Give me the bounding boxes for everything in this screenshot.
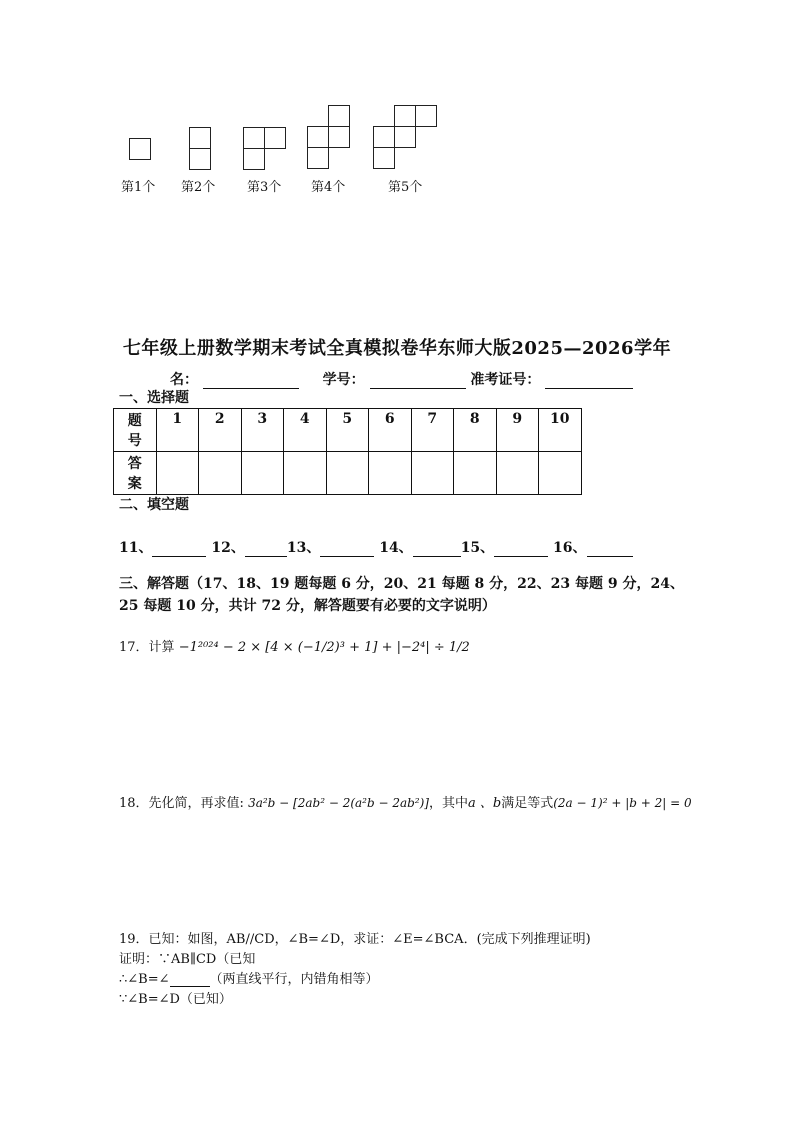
id-label: 学号： xyxy=(322,372,365,388)
square xyxy=(264,127,286,149)
header-char: 题 xyxy=(127,413,142,429)
square xyxy=(243,127,265,149)
q19-angle-blank[interactable] xyxy=(170,974,210,987)
q19-proof-line-1: 证明：∵AB∥CD（已知 xyxy=(119,952,256,967)
section-choice: 一、选择题 xyxy=(119,390,189,406)
question-18 xyxy=(119,792,692,811)
fill-blank[interactable] xyxy=(152,543,206,557)
q17-prefix: 17．计算 xyxy=(119,640,175,655)
table-row xyxy=(114,452,582,495)
question-number: 5 xyxy=(326,409,369,452)
ticket-label: 准考证号： xyxy=(470,372,541,388)
fill-blank[interactable] xyxy=(245,543,287,557)
pattern-label-5: 第5个 xyxy=(388,180,423,195)
question-number: 9 xyxy=(496,409,539,452)
answer-cell[interactable] xyxy=(199,452,242,495)
square xyxy=(373,147,395,169)
answer-cell[interactable] xyxy=(326,452,369,495)
square xyxy=(328,126,350,148)
q18-cond-text: 满足等式 xyxy=(501,796,554,811)
q19-proof-line-2 xyxy=(119,968,379,987)
square xyxy=(189,127,211,149)
square xyxy=(307,147,329,169)
q18-mid: ，其中 xyxy=(428,796,468,811)
pattern-label-3: 第3个 xyxy=(247,180,282,195)
question-number: 8 xyxy=(454,409,497,452)
row-header-answer xyxy=(114,452,157,495)
question-number: 4 xyxy=(284,409,327,452)
q19-line3-reason: （两直线平行，内错角相等） xyxy=(209,972,379,987)
q18-condition: (2a − 1)² + |b + 2| = 0 xyxy=(553,796,692,810)
fill-label: 13、 xyxy=(286,540,321,556)
table-row xyxy=(114,409,582,452)
answer-cell[interactable] xyxy=(284,452,327,495)
answer-table xyxy=(113,408,582,495)
header-char: 答 xyxy=(127,456,142,472)
section-fill: 二、填空题 xyxy=(119,497,189,513)
section-solve: 三、解答题（17、18、19 题每题 6 分，20、21 每题 8 分，22、23 每题 9 分，24、25 每题 10 分，共计 72 分，解答题要有必要的文字说明） xyxy=(119,576,684,614)
answer-cell[interactable] xyxy=(156,452,199,495)
student-info xyxy=(170,369,633,389)
square xyxy=(243,148,265,170)
question-number: 1 xyxy=(156,409,199,452)
q17-expression: −1²⁰²⁴ − 2 × [4 × (−1/2)³ + 1] + |−2⁴| ÷ 1/2 xyxy=(178,640,470,655)
question-number: 7 xyxy=(411,409,454,452)
fill-label: 15、 xyxy=(460,540,495,556)
header-char: 号 xyxy=(127,433,142,449)
question-17 xyxy=(119,636,470,655)
q18-vars: a 、b xyxy=(468,796,502,811)
page-title: 七年级上册数学期末考试全真模拟卷华东师大版2025—2026学年 xyxy=(122,338,672,359)
square xyxy=(394,126,416,148)
answer-cell[interactable] xyxy=(241,452,284,495)
square xyxy=(394,105,416,127)
question-number: 3 xyxy=(241,409,284,452)
pattern-label-1: 第1个 xyxy=(121,180,156,195)
fill-label: 11、 xyxy=(119,540,153,556)
square xyxy=(415,105,437,127)
answer-cell[interactable] xyxy=(539,452,582,495)
square xyxy=(307,126,329,148)
answer-cell[interactable] xyxy=(496,452,539,495)
square xyxy=(328,105,350,127)
q18-prefix: 18．先化简，再求值: xyxy=(119,796,244,811)
fill-blanks xyxy=(119,537,633,557)
fill-blank[interactable] xyxy=(320,543,374,557)
question-number: 6 xyxy=(369,409,412,452)
pattern-label-2: 第2个 xyxy=(181,180,216,195)
name-label: 名： xyxy=(170,372,198,388)
fill-blank[interactable] xyxy=(494,543,548,557)
question-number: 2 xyxy=(199,409,242,452)
question-number: 10 xyxy=(539,409,582,452)
ticket-blank[interactable] xyxy=(545,374,633,389)
fill-blank[interactable] xyxy=(587,543,633,557)
q19-statement: 19．已知：如图，AB//CD，∠B=∠D，求证：∠E=∠BCA．(完成下列推理证明) xyxy=(119,932,591,947)
header-char: 案 xyxy=(127,476,142,492)
square xyxy=(189,148,211,170)
name-blank[interactable] xyxy=(203,374,299,389)
fill-label: 14、 xyxy=(379,540,413,556)
q19-line3-start: ∴∠B=∠ xyxy=(119,972,170,987)
answer-cell[interactable] xyxy=(411,452,454,495)
id-blank[interactable] xyxy=(370,374,466,389)
answer-cell[interactable] xyxy=(454,452,497,495)
fill-blank[interactable] xyxy=(413,543,461,557)
square xyxy=(373,126,395,148)
pattern-label-4: 第4个 xyxy=(311,180,346,195)
fill-label: 12、 xyxy=(211,540,245,556)
square xyxy=(129,138,151,160)
row-header-number xyxy=(114,409,157,452)
q19-proof-line-3: ∵∠B=∠D（已知） xyxy=(119,992,232,1007)
q18-expression: 3a²b − [2ab² − 2(a²b − 2ab²)] xyxy=(248,796,429,810)
answer-cell[interactable] xyxy=(369,452,412,495)
fill-label: 16、 xyxy=(553,540,587,556)
